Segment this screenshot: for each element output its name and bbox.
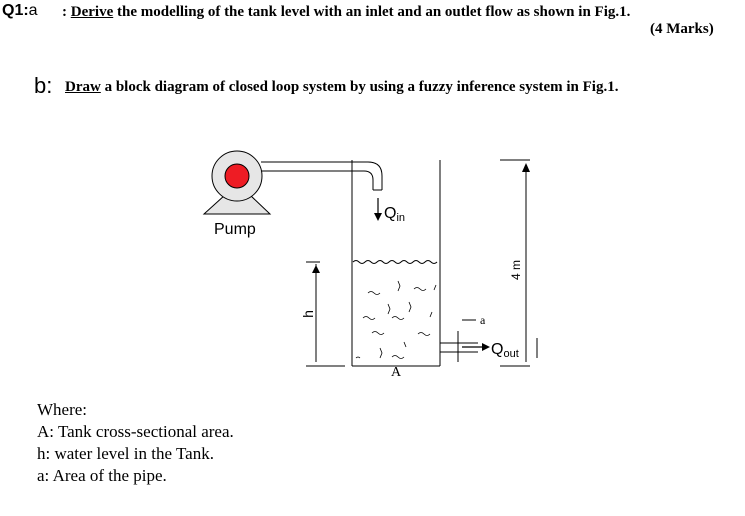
legend-line-h: h: water level in the Tank.: [37, 444, 214, 463]
inflow-arrow: [374, 198, 382, 221]
pump-icon: [204, 151, 350, 214]
where-legend: [37, 399, 234, 487]
tank-height-label: 4 m: [509, 259, 523, 281]
legend-line-a-upper: A: Tank cross-sectional area.: [37, 422, 234, 441]
where-title: Where:: [37, 400, 88, 419]
question-a-text: : Derive the modelling of the tank level with an inlet and an outlet flow as shown in Fig.1.: [62, 4, 631, 20]
q-in-label: Qin: [384, 205, 406, 224]
area-label: A: [390, 365, 402, 380]
question-1-label: Q1:a: [2, 2, 38, 19]
question-b-letter: b:: [34, 73, 53, 98]
pipe-area-label: a: [480, 313, 486, 327]
pump-label: Pump: [214, 221, 256, 238]
legend-line-a-lower: a: Area of the pipe.: [37, 466, 167, 485]
q-out-label: Qout: [491, 341, 519, 360]
inlet-pipe: [350, 162, 382, 190]
water-surface: [353, 261, 437, 264]
question-b-text: Draw a block diagram of closed loop system by using a fuzzy inference system in Fig.1.: [65, 79, 619, 95]
derive-word: Derive: [70, 4, 114, 20]
water-ripples: [356, 281, 436, 359]
level-label: h: [300, 310, 316, 318]
draw-word: Draw: [65, 79, 101, 95]
marks-label: (4 Marks): [650, 21, 714, 37]
